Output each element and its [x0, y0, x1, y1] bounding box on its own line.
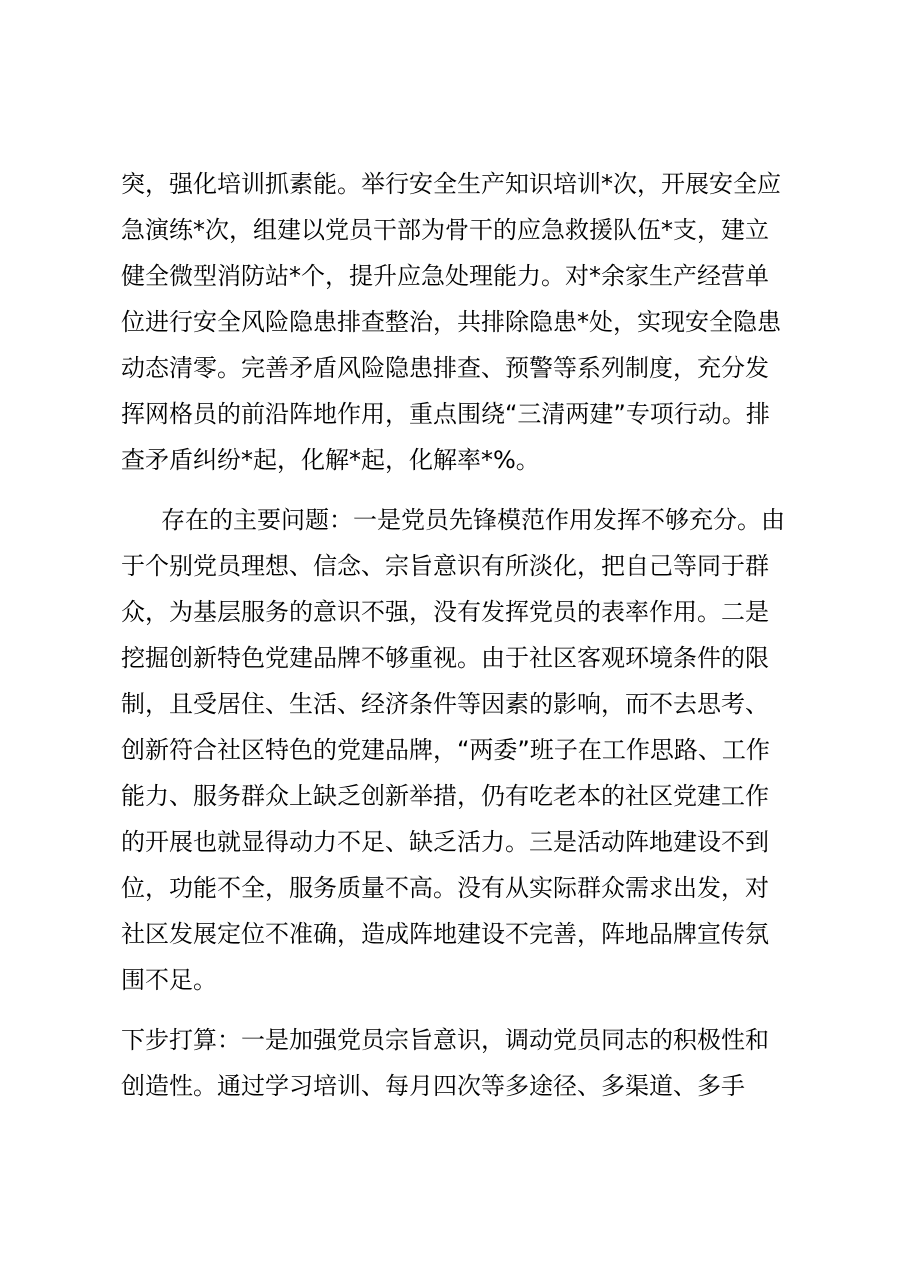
- text-line: 制，且受居住、生活、经济条件等因素的影响，而不去思考、: [121, 690, 769, 718]
- text-line: 社区发展定位不准确，造成阵地建设不完善，阵地品牌宣传氛: [121, 920, 769, 948]
- text-line: 突，强化培训抓素能。举行安全生产知识培训*次，开展安全应: [121, 170, 781, 198]
- text-line: 查矛盾纠纷*起，化解*起，化解率*%。: [121, 446, 540, 474]
- text-line: 众，为基层服务的意识不强，没有发挥党员的表率作用。二是: [121, 598, 769, 626]
- text-line: 围不足。: [121, 966, 217, 994]
- text-line: 创造性。通过学习培训、每月四次等多途径、多渠道、多手: [121, 1072, 745, 1100]
- text-line: 挖掘创新特色党建品牌不够重视。由于社区客观环境条件的限: [121, 644, 769, 672]
- text-line: 动态清零。完善矛盾风险隐患排查、预警等系列制度，充分发: [121, 354, 769, 382]
- text-line: 于个别党员理想、信念、宗旨意识有所淡化，把自己等同于群: [121, 552, 769, 580]
- text-line: 位进行安全风险隐患排查整治，共排除隐患*处，实现安全隐患: [121, 308, 781, 336]
- text-line: 创新符合社区特色的党建品牌，“两委”班子在工作思路、工作: [121, 736, 770, 764]
- text-line: 的开展也就显得动力不足、缺乏活力。三是活动阵地建设不到: [121, 828, 769, 856]
- text-line: 健全微型消防站*个，提升应急处理能力。对*余家生产经营单: [121, 262, 769, 290]
- text-line: 下步打算：一是加强党员宗旨意识，调动党员同志的积极性和: [121, 1026, 769, 1054]
- text-line: 挥网格员的前沿阵地作用，重点围绕“三清两建”专项行动。排: [121, 400, 770, 428]
- text-line: 存在的主要问题：一是党员先锋模范作用发挥不够充分。由: [161, 506, 785, 534]
- text-line: 能力、服务群众上缺乏创新举措，仍有吃老本的社区党建工作: [121, 782, 769, 810]
- text-line: 位，功能不全，服务质量不高。没有从实际群众需求出发，对: [121, 874, 769, 902]
- text-line: 急演练*次，组建以党员干部为骨干的应急救援队伍*支，建立: [121, 216, 769, 244]
